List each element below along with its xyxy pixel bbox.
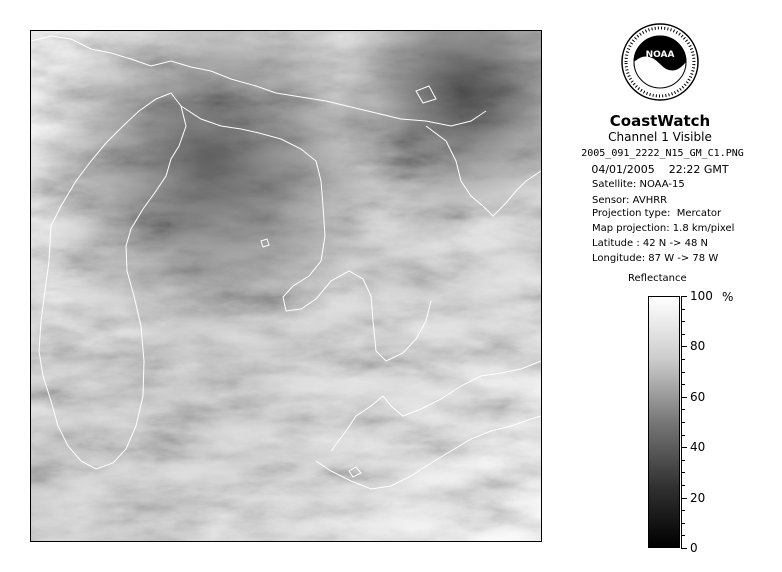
colorbar-minor-tick: [681, 372, 685, 373]
date-time: 04/01/2005 22:22 GMT: [591, 163, 729, 176]
colorbar-unit: %: [722, 290, 734, 304]
colorbar-major-tick: [681, 346, 687, 347]
colorbar-tick-label: 100: [690, 289, 713, 303]
file-name: 2005_091_2222_N15_GM_C1.PNG: [581, 148, 744, 159]
colorbar-minor-tick: [681, 422, 685, 423]
colorbar-minor-tick: [681, 334, 685, 335]
sensor-info: Sensor: AVHRR: [592, 195, 668, 206]
logo-noaa-text: NOAA: [645, 50, 675, 60]
map-projection-info: Map projection: 1.8 km/pixel: [592, 223, 735, 234]
colorbar-minor-tick: [681, 309, 685, 310]
colorbar-minor-tick: [681, 460, 685, 461]
colorbar-major-tick: [681, 548, 687, 549]
colorbar-minor-tick: [681, 321, 685, 322]
colorbar-minor-tick: [681, 435, 685, 436]
colorbar-major-tick: [681, 447, 687, 448]
colorbar-minor-tick: [681, 384, 685, 385]
colorbar-minor-tick: [681, 535, 685, 536]
colorbar-tick-label: 80: [690, 339, 706, 353]
noaa-logo: [620, 22, 700, 102]
longitude-range: Longitude: 87 W -> 78 W: [592, 253, 719, 264]
projection-type: Projection type: Mercator: [592, 208, 722, 219]
colorbar-minor-tick: [681, 523, 685, 524]
colorbar-title: Reflectance: [628, 273, 687, 284]
colorbar-minor-tick: [681, 485, 685, 486]
colorbar-minor-tick: [681, 510, 685, 511]
colorbar-tick-label: 0: [690, 541, 698, 555]
reflectance-colorbar: [648, 296, 680, 548]
colorbar-tick-label: 60: [690, 390, 706, 404]
colorbar-tick-label: 40: [690, 440, 706, 454]
colorbar-major-tick: [681, 296, 687, 297]
colorbar-minor-tick: [681, 472, 685, 473]
channel-label: Channel 1 Visible: [608, 130, 712, 144]
latitude-range: Latitude : 42 N -> 48 N: [592, 238, 708, 249]
colorbar-minor-tick: [681, 409, 685, 410]
colorbar-major-tick: [681, 498, 687, 499]
org-title: CoastWatch: [609, 112, 711, 130]
colorbar-major-tick: [681, 397, 687, 398]
colorbar-minor-tick: [681, 359, 685, 360]
satellite-info: Satellite: NOAA-15: [592, 179, 685, 190]
satellite-image: [30, 30, 542, 542]
colorbar-tick-label: 20: [690, 491, 706, 505]
